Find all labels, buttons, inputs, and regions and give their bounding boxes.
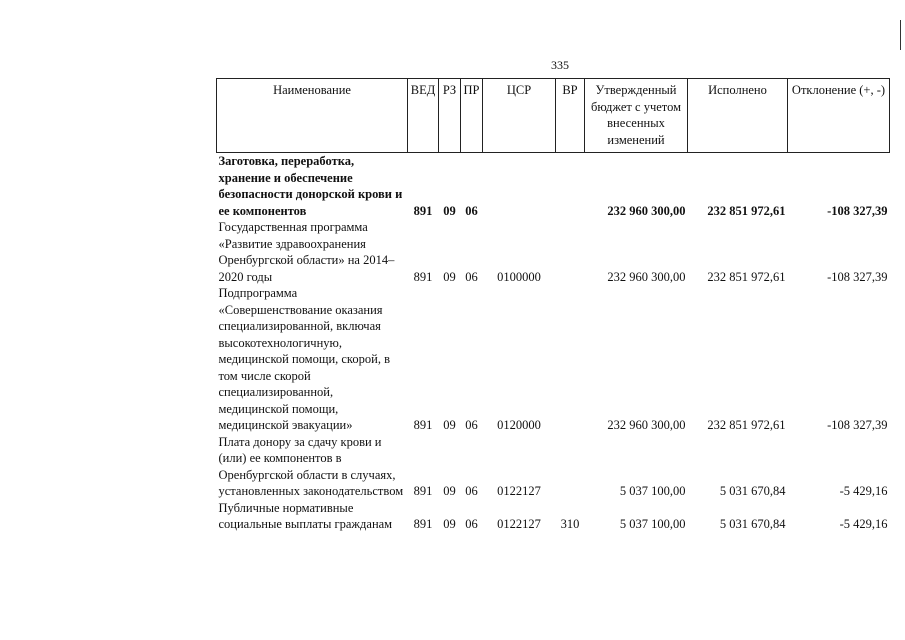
row-ved: 891: [413, 269, 433, 284]
row-ved: 891: [413, 203, 433, 218]
row-done: 5 031 670,84: [719, 517, 786, 531]
row-deviation: -5 429,16: [839, 484, 888, 498]
table-header: [217, 79, 890, 153]
row-deviation: -108 327,39: [827, 418, 888, 432]
row-budget: 232 960 300,00: [607, 269, 686, 284]
row-budget: 5 037 100,00: [619, 517, 686, 531]
row-rz: 09: [443, 517, 456, 531]
row-csr: 0122127: [497, 517, 541, 531]
row-pr: 06: [465, 517, 478, 531]
row-pr: 06: [465, 418, 478, 432]
row-name: Заготовка, переработка, хранение и обеспечение безопасности донорской крови и ее компонентов: [218, 154, 403, 218]
row-name: Подпрограмма «Совершенствование оказания специализированной, включая высокотехнологичную, медицинской помощи, скорой, в том числе скорой специализированной, медицинской помощи, медицинской эвакуации»: [218, 286, 390, 432]
header-vr: ВР: [556, 79, 585, 153]
page-number: 335: [551, 58, 569, 72]
header-pr: ПР: [461, 79, 483, 153]
row-csr: [483, 153, 556, 220]
header-csr: ЦСР: [483, 79, 556, 153]
row-deviation: -108 327,39: [827, 269, 888, 284]
row-vr: [556, 434, 585, 500]
row-deviation: -108 327,39: [827, 203, 888, 218]
row-vr: [556, 153, 585, 220]
row-rz: 09: [443, 484, 456, 498]
table-row: [217, 153, 890, 220]
row-budget: 232 960 300,00: [607, 418, 686, 432]
row-rz: 09: [443, 418, 456, 432]
scan-edge-mark: [900, 20, 901, 50]
table-row: [217, 434, 890, 500]
row-vr: [556, 219, 585, 285]
row-budget: 232 960 300,00: [607, 203, 686, 218]
row-vr: [556, 285, 585, 434]
row-ved: 891: [413, 517, 433, 531]
row-pr: 06: [465, 484, 478, 498]
row-name: Публичные нормативные социальные выплаты гражданам: [218, 500, 393, 531]
table-row: [217, 285, 890, 434]
row-done: 232 851 972,61: [707, 269, 786, 284]
row-rz: 09: [443, 203, 456, 218]
row-done: 5 031 670,84: [719, 484, 786, 498]
row-deviation: -5 429,16: [839, 517, 888, 531]
budget-table: [216, 78, 890, 533]
row-csr: 0120000: [497, 418, 541, 432]
row-budget: 5 037 100,00: [619, 484, 686, 498]
row-ved: 891: [413, 484, 433, 498]
header-ved: ВЕД: [408, 79, 439, 153]
row-done: 232 851 972,61: [707, 418, 786, 432]
row-vr: 310: [560, 517, 580, 531]
row-pr: 06: [465, 269, 478, 284]
row-csr: 0122127: [497, 484, 541, 498]
header-name: Наименование: [217, 79, 408, 153]
header-deviation: Отклонение (+, -): [788, 79, 890, 153]
header-rz: РЗ: [439, 79, 461, 153]
row-done: 232 851 972,61: [707, 203, 786, 218]
row-name: Плата донору за сдачу крови и (или) ее компонентов в Оренбургской области в случаях, установленных законодательством: [218, 434, 404, 498]
row-rz: 09: [443, 269, 456, 284]
row-csr: 0100000: [497, 269, 541, 284]
row-pr: 06: [465, 203, 478, 218]
header-budget: Утвержденный бюджет с учетом внесенных изменений: [585, 79, 688, 153]
row-ved: 891: [413, 418, 433, 432]
table-row: [217, 219, 890, 285]
header-done: Исполнено: [688, 79, 788, 153]
table-row: [217, 500, 890, 533]
row-name: Государственная программа «Развитие здравоохранения Оренбургской области» на 2014–2020 годы: [218, 220, 395, 284]
